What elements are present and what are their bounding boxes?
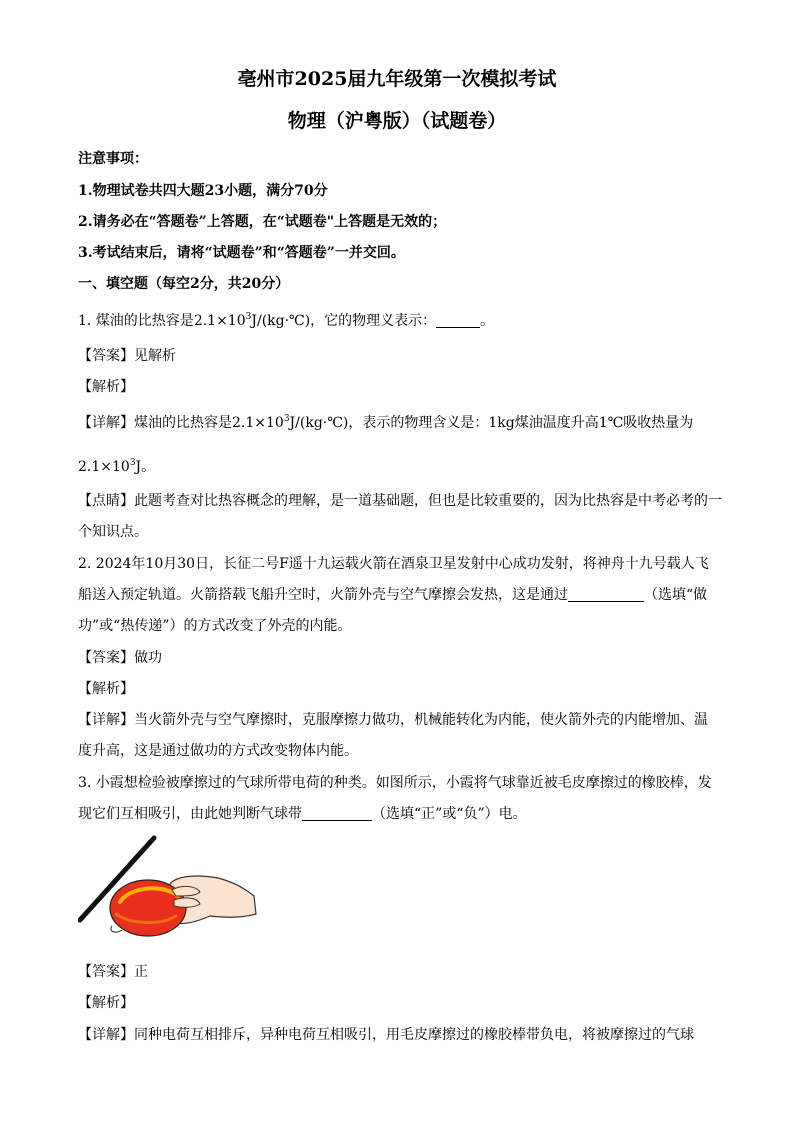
q2-stem: 2. 2024年10月30日，长征二号F遥十九运载火箭在酒泉卫星发射中心成功发射，将神舟十九号载人飞 <box>78 556 709 572</box>
q1-stem: 1. 煤油的比热容是$2.1\times 10^3J/(kg\cdot℃)$，它的物理义表示： 。 <box>78 312 495 329</box>
q2-stem-cont: 船送入预定轨道。火箭搭载飞船升空时，火箭外壳与空气摩擦会发热，这是通过 （选填“做 <box>78 587 708 603</box>
q1-analysis-tag: 【解析】 <box>78 379 134 395</box>
answer-blank <box>302 806 372 821</box>
q2-detail: 【详解】当火箭外壳与空气摩擦时，克服摩擦力做功，机械能转化为内能，使火箭外壳的内能增加、温 <box>78 712 708 728</box>
exam-subtitle: 物理（沪粤版）（试题卷） <box>287 110 507 132</box>
note-item: 3.考试结束后，请将“试题卷”和“答题卷”一并交回。 <box>78 245 405 261</box>
balloon-rod-figure <box>78 832 258 942</box>
q1-detail-cont: $2.1\times 10^3J$。 <box>78 458 156 475</box>
q2-detail-cont: 度升高，这是通过做功的方式改变物体内能。 <box>78 743 358 759</box>
note-item: 1.物理试卷共四大题23小题，满分70分 <box>78 183 328 199</box>
specific-heat-formula: $2.1\times 10^3J/(kg\cdot℃)$ <box>193 312 311 329</box>
section-heading: 一、填空题（每空2分，共20分） <box>78 276 290 292</box>
q1-comment-cont: 个知识点。 <box>78 524 148 540</box>
answer-blank <box>568 587 644 602</box>
q2-stem-cont: 功”或“热传递”）的方式改变了外壳的内能。 <box>78 618 352 634</box>
q3-answer: 【答案】正 <box>78 964 148 980</box>
q3-stem: 3. 小霞想检验被摩擦过的气球所带电荷的种类。如图所示，小霞将气球靠近被毛皮摩擦过的橡胶棒，发 <box>78 775 712 791</box>
q2-analysis-tag: 【解析】 <box>78 681 134 697</box>
specific-heat-formula: $2.1\times 10^3J/(kg\cdot℃)$ <box>232 414 349 431</box>
answer-blank <box>436 313 480 328</box>
q1-comment: 【点睛】此题考查对比热容概念的理解，是一道基础题，但也是比较重要的，因为比热容是中考必考的一 <box>78 493 722 509</box>
q1-detail: 【详解】煤油的比热容是$2.1\times 10^3J/(kg\cdot℃)$，表示的物理含义是：1kg煤油温度升高1℃吸收热量为 <box>78 414 694 431</box>
q2-answer: 【答案】做功 <box>78 650 162 666</box>
note-item: 2.请务必在“答题卷”上答题，在“试题卷"上答题是无效的； <box>78 214 447 230</box>
q3-detail: 【详解】同种电荷互相排斥，异种电荷互相吸引，用毛皮摩擦过的橡胶棒带负电，将被摩擦过的气球 <box>78 1027 694 1043</box>
q3-stem-cont: 现它们互相吸引，由此她判断气球带 （选填“正”或“负”）电。 <box>78 806 527 822</box>
q1-answer: 【答案】见解析 <box>78 348 176 364</box>
notes-heading: 注意事项： <box>78 151 148 167</box>
exam-title: 亳州市2025届九年级第一次模拟考试 <box>237 68 557 90</box>
q3-analysis-tag: 【解析】 <box>78 995 134 1011</box>
